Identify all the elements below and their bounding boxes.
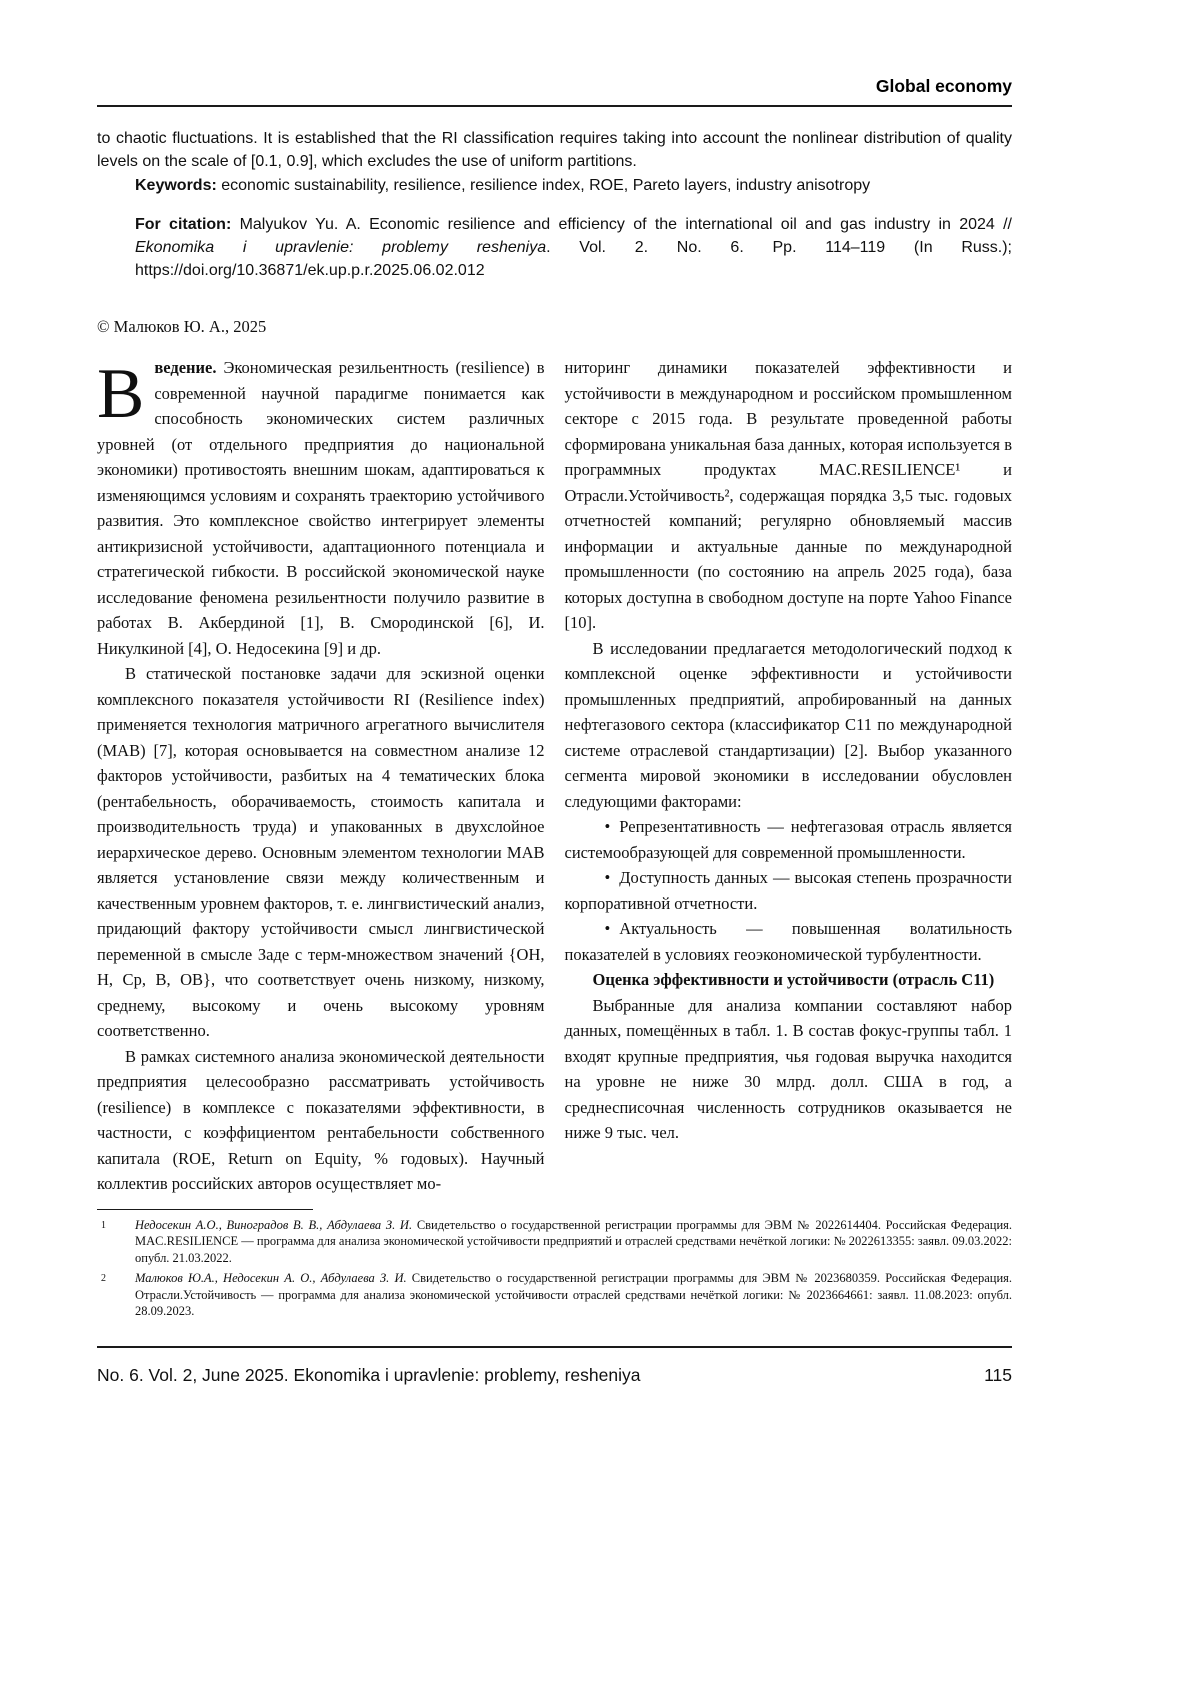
citation-journal-title: Ekonomika i upravlenie: problemy resheniya bbox=[135, 239, 547, 256]
footnote-authors: Малюков Ю.А., Недосекин А. О., Абдулаева З. И. bbox=[135, 1271, 407, 1285]
paragraph: В исследовании предлагается методологический подход к комплексной оценке эффективности и устойчивости промышленных предприятий, апробированный на данных нефтегазового сектора (классификатор C11 по международной системе отраслевой стандартизации) [2]. Выбор указанного сегмента мировой экономики в исследовании обусловлен следующими факторами: bbox=[564, 638, 1012, 811]
journal-issue-line: No. 6. Vol. 2, June 2025. Ekonomika i upravlenie: problemy, resheniya bbox=[97, 1364, 641, 1385]
footnotes-block bbox=[97, 1209, 1012, 1320]
citation-text-after: . Vol. 2. No. 6. Pp. 114–119 (In Russ.); https://doi.org/10.36871/ek.up.p.r.2025.06.02.012 bbox=[135, 239, 1012, 279]
citation-text-before: Malyukov Yu. A. Economic resilience and efficiency of the international oil and gas industry in 2024 // bbox=[239, 216, 1013, 233]
bullet-icon: • bbox=[604, 868, 611, 887]
footnote-marker: 2 bbox=[101, 1273, 106, 1284]
keywords-text: economic sustainability, resilience, resilience index, ROE, Pareto layers, industry anisotropy bbox=[221, 177, 871, 194]
paragraph: Выбранные для анализа компании составляют набор данных, помещённых в табл. 1. В состав фокус-группы табл. 1 входят крупные предприятия, чья годовая выручка находится на уровне не ниже 30 млрд. долл. США в год, а среднесписочная численность сотрудников оказывается не ниже 9 тыс. чел. bbox=[564, 995, 1012, 1142]
paragraph: В статической постановке задачи для эскизной оценки комплексного показателя устойчивости RI (Resilience index) применяется технология матричного агрегатного вычислителя (MAB) [7], которая основывается на совместном анализе 12 факторов устойчивости, разбитых на 4 тематических блока (рентабельность, оборачиваемость, стоимость капитала и производительность труда) и упакованных в двухслойное иерархическое дерево. Основным элементом технологии MAB является установление связи между количественным и качественным уровнем факторов, т. е. лингвистический анализ, придающий фактору устойчивости смысл лингвистической переменной в смысле Заде с терм-множеством значений {ОН, Н, Ср, В, ОВ}, что соответствует очень низкому, низкому, среднему, высокому и очень высокому уровням соответственно. bbox=[97, 664, 545, 1040]
citation-block bbox=[135, 213, 1012, 282]
footer-row bbox=[97, 1364, 1012, 1386]
keywords-label: Keywords: bbox=[135, 177, 217, 194]
intro-text: Экономическая резильентность (resilience) в современной научной парадигме понимается как способность экономических систем различных уровней (от отдельного предприятия до национальной экономики) противостоять внешним шокам, адаптироваться к изменяющимся условиям и сохранять траекторию устойчивого развития. Это комплексное свойство интегрирует элементы антикризисной устойчивости, адаптационного потенциала и стратегической гибкости. В российской экономической науке исследование феномена резильентности получило развитие в работах В. Акбердиной [1], В. Смородинской [6], И. Никулкиной [4], О. Недосекина [9] и др. bbox=[97, 358, 545, 658]
copyright-line: © Малюков Ю. А., 2025 bbox=[97, 317, 267, 336]
footnote bbox=[97, 1217, 1012, 1267]
footnote-marker: 1 bbox=[101, 1219, 106, 1231]
bullet-item bbox=[565, 916, 1013, 967]
bullet-item bbox=[565, 865, 1013, 916]
bullet-text: Актуальность — повышенная волатильность показателей в условиях геоэкономической турбулентности. bbox=[564, 919, 1012, 964]
page-number: 115 bbox=[984, 1364, 1012, 1385]
abstract-continuation: to chaotic fluctuations. It is established that the RI classification requires taking into account the nonlinear distribution of quality levels on the scale of [0.1, 0.9], which excludes the use of uniform partitions. bbox=[97, 130, 1012, 170]
paragraph: ниторинг динамики показателей эффективности и устойчивости в международном и российском промышленном секторе с 2015 года. В результате проведенной работы сформирована уникальная база данных, которая используется в программных продуктах MAC.RESILIENCE¹ и Отрасли.Устойчивость², содержащая порядка 3,5 тыс. годовых отчетностей компаний; регулярно обновляемый массив информации и актуальные данные по международной промышленности (по состоянию на апрель 2025 года), база которых доступна в свободном доступе на порте Yahoo Finance [10]. bbox=[564, 358, 1012, 632]
citation-label: For citation: bbox=[135, 216, 232, 233]
article-body bbox=[97, 355, 1012, 1197]
footnote-rule bbox=[97, 1209, 313, 1210]
bullet-item bbox=[565, 814, 1013, 865]
footnote bbox=[97, 1270, 1012, 1320]
running-head bbox=[97, 76, 1012, 96]
section-subheading: Оценка эффективности и устойчивости (отрасль C11) bbox=[592, 970, 995, 989]
header-rule bbox=[97, 105, 1012, 107]
bullet-text: Доступность данных — высокая степень прозрачности корпоративной отчетности. bbox=[564, 868, 1012, 913]
footnote-text: Свидетельство о государственной регистрации программы для ЭВМ № 2022614404. Российская Федерация. MAC.RESILIENCE — программа для анализа экономической устойчивости предприятий и отраслей средствами нечёткой логики: № 2022613355: заявл. 09.03.2022: опубл. 21.03.2022. bbox=[135, 1217, 1013, 1265]
paragraph: В рамках системного анализа экономической деятельности предприятия целесообразно рассматривать устойчивость (resilience) в комплексе с показателями эффективности, в частности, с коэффициентом рентабельности собственного капитала (ROE, Return on Equity, % годовых). Научный коллектив российских авторов осуществляет мо- bbox=[97, 1046, 545, 1193]
footnote-text: Свидетельство о государственной регистрации программы для ЭВМ № 2023680359. Российская Федерация. Отрасли.Устойчивость — программа для анализа экономической устойчивости отраслей средствами нечёткой логики: № 2023664661: заявл. 11.08.2023: опубл. 28.09.2023. bbox=[135, 1271, 1013, 1318]
bullet-text: Репрезентативность — нефтегазовая отрасль является системообразующей для современной промышленности. bbox=[564, 817, 1012, 862]
keywords-line bbox=[135, 174, 1012, 197]
left-column bbox=[97, 355, 545, 1197]
footnote-authors: Недосекин А.О., Виноградов В. В., Абдулаева З. И. bbox=[135, 1217, 413, 1232]
abstract-block bbox=[97, 127, 1012, 197]
right-column bbox=[565, 355, 1013, 1197]
page-footer bbox=[97, 1346, 1012, 1386]
footer-rule bbox=[97, 1346, 1012, 1348]
intro-lead: ведение. bbox=[154, 358, 217, 377]
section-title: Global economy bbox=[875, 76, 1012, 96]
bullet-icon: • bbox=[604, 817, 611, 836]
intro-paragraph bbox=[97, 355, 545, 661]
bullet-icon: • bbox=[604, 919, 611, 938]
drop-cap: В bbox=[97, 355, 145, 433]
